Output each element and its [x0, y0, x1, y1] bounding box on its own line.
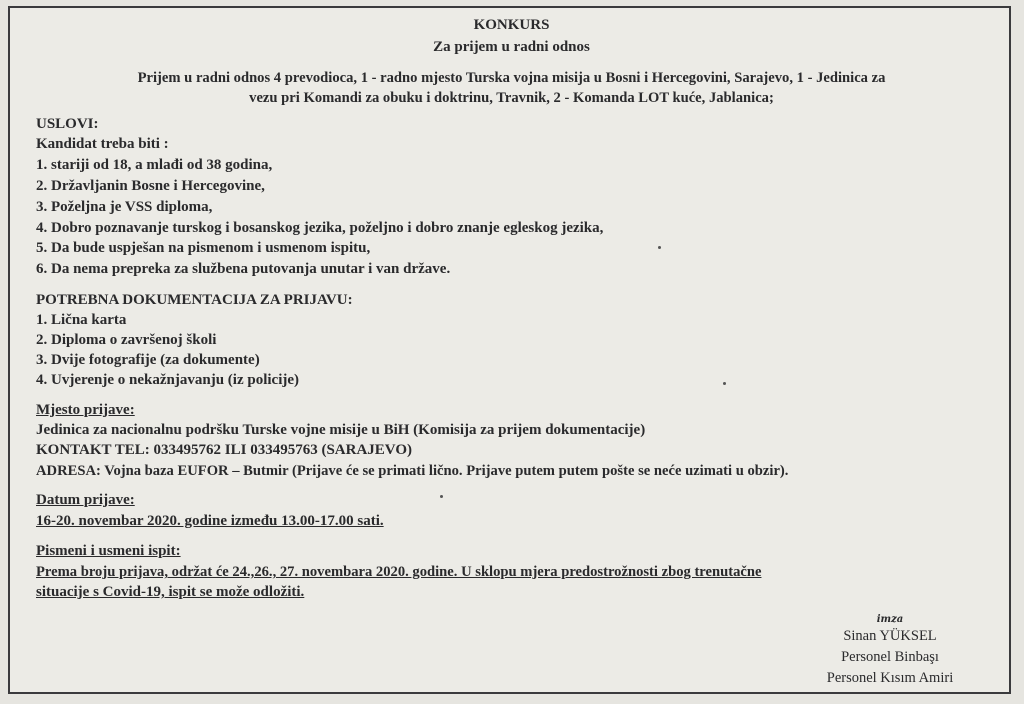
- dokumentacija-item: 4. Uvjerenje o nekažnjavanju (iz policije): [36, 372, 300, 388]
- datum-heading: Datum prijave:: [36, 492, 135, 508]
- notice-frame: [8, 6, 1011, 694]
- dokumentacija-item: 2. Diploma o završenoj školi: [36, 332, 217, 348]
- dokumentacija-item: 1. Lična karta: [36, 312, 127, 328]
- signature-title-2: Personel Kısım Amiri: [826, 670, 954, 686]
- ispit-line-2: situacije s Covid-19, ispit se može odložiti.: [36, 584, 305, 600]
- paper-speck: [440, 495, 443, 498]
- notice-subtitle: Za prijem u radni odnos: [433, 39, 590, 55]
- paper-speck: [723, 382, 726, 385]
- dokumentacija-heading: POTREBNA DOKUMENTACIJA ZA PRIJAVU:: [36, 292, 353, 308]
- notice-title: KONKURS: [473, 17, 550, 33]
- datum-text: 16-20. novembar 2020. godine između 13.00-17.00 sati.: [36, 513, 384, 529]
- adresa-line: ADRESA: Vojna baza EUFOR – Butmir (Prijave će se primati lično. Prijave putem putem pošte se neće uzimati u obzir).: [36, 463, 789, 479]
- signature-mark: imza: [876, 614, 904, 625]
- uslovi-item: 5. Da bude uspješan na pismenom i usmenom ispitu,: [36, 240, 371, 256]
- mjesto-heading: Mjesto prijave:: [36, 402, 135, 418]
- intro-line-2: vezu pri Komandi za obuku i doktrinu, Travnik, 2 - Komanda LOT kuće, Jablanica;: [249, 90, 774, 106]
- mjesto-line-1: Jedinica za nacionalnu podršku Turske vojne misije u BiH (Komisija za prijem dokumentacije): [36, 422, 646, 438]
- uslovi-item: 1. stariji od 18, a mlađi od 38 godina,: [36, 157, 273, 173]
- intro-line-1: Prijem u radni odnos 4 prevodioca, 1 - radno mjesto Turska vojna misija u Bosni i Hercegovini, Sarajevo, 1 - Jedinica za: [137, 70, 886, 86]
- paper-speck: [658, 246, 661, 249]
- uslovi-item: 6. Da nema prepreka za službena putovanja unutar i van države.: [36, 261, 451, 277]
- uslovi-heading: USLOVI:: [36, 116, 99, 132]
- uslovi-item: 4. Dobro poznavanje turskog i bosanskog jezika, poželjno i dobro znanje egleskog jezika,: [36, 220, 604, 236]
- uslovi-item: 2. Državljanin Bosne i Hercegovine,: [36, 178, 265, 194]
- ispit-line-1: Prema broju prijava, održat će 24.,26., 27. novembara 2020. godine. U sklopu mjera predostrožnosti zbog trenutačne: [36, 564, 762, 580]
- signature-name: Sinan YÜKSEL: [843, 628, 937, 644]
- signature-title-1: Personel Binbaşı: [841, 649, 939, 665]
- uslovi-lead: Kandidat treba biti :: [36, 136, 169, 152]
- dokumentacija-item: 3. Dvije fotografije (za dokumente): [36, 352, 260, 368]
- kontakt-line: KONTAKT TEL: 033495762 ILI 033495763 (SARAJEVO): [36, 442, 412, 458]
- uslovi-item: 3. Poželjna je VSS diploma,: [36, 199, 213, 215]
- ispit-heading: Pismeni i usmeni ispit:: [36, 543, 181, 559]
